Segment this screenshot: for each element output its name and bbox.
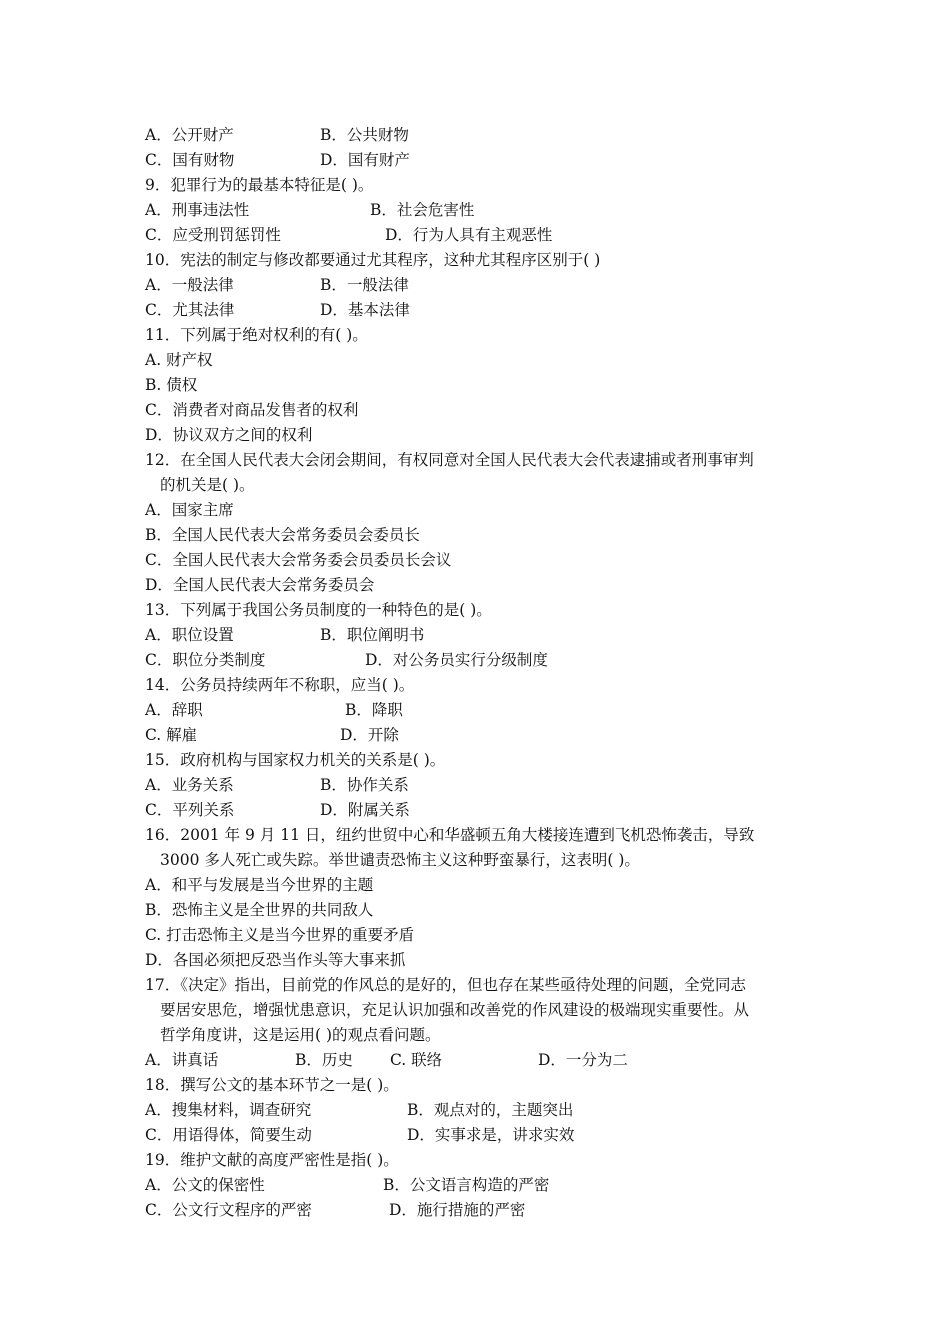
option-b: B．降职	[345, 701, 403, 719]
question-15: 15．政府机构与国家权力机关的关系是( )。	[145, 751, 446, 769]
option-a: A．业务关系	[145, 776, 234, 794]
question-10: 10．宪法的制定与修改都要通过尤其程序，这种尤其程序区别于( )	[145, 251, 601, 269]
option-c: C．应受刑罚惩罚性	[145, 226, 281, 244]
option-d: D．行为人具有主观恶性	[385, 226, 553, 244]
question-9: 9．犯罪行为的最基本特征是( )。	[145, 176, 374, 194]
question-16: 16．2001 年 9 月 11 日，纽约世贸中心和华盛顿五角大楼接连遭到飞机恐怖袭击，导致	[145, 826, 755, 844]
question-17-continued: 要居安思危，增强忧患意识，充足认识加强和改善党的作风建设的极端现实重要性。从	[160, 1001, 750, 1019]
option-c: C．尤其法律	[145, 301, 235, 319]
option-a: A．国家主席	[145, 501, 234, 519]
option-c: C．全国人民代表大会常务委会员委员长会议	[145, 551, 452, 569]
option-c: C. 解雇	[145, 726, 198, 744]
option-b: B．职位阐明书	[320, 626, 425, 644]
option-line	[145, 725, 399, 745]
option-b: B．全国人民代表大会常务委员会委员长	[145, 526, 420, 544]
option-b: B．一般法律	[320, 276, 409, 294]
option-line	[145, 1100, 574, 1120]
option-a: A．公文的保密性	[145, 1176, 265, 1194]
option-c: C．用语得体，简要生动	[145, 1126, 312, 1144]
question-12-continued: 的机关是( )。	[160, 476, 255, 494]
option-line	[145, 125, 409, 145]
option-a: A．搜集材料，调查研究	[145, 1101, 312, 1119]
option-b: B. 债权	[145, 376, 198, 394]
option-line	[145, 1050, 628, 1070]
question-17: 17．《决定》指出，目前党的作风总的是好的，但也存在某些亟待处理的问题，全党同志	[145, 976, 746, 994]
question-19: 19．维护文献的高度严密性是指( )。	[145, 1151, 399, 1169]
option-a: A．职位设置	[145, 626, 234, 644]
option-line	[145, 300, 410, 320]
option-c: C．职位分类制度	[145, 651, 266, 669]
option-line	[145, 200, 475, 220]
option-a: A．刑事违法性	[145, 201, 250, 219]
option-a: A．一般法律	[145, 276, 234, 294]
question-12: 12．在全国人民代表大会闭会期间，有权同意对全国人民代表大会代表逮捕或者刑事审判	[145, 451, 754, 469]
option-b: B．协作关系	[320, 776, 409, 794]
option-line	[145, 150, 410, 170]
option-line	[145, 800, 410, 820]
question-11: 11．下列属于绝对权利的有( )。	[145, 326, 368, 344]
option-a: A. 财产权	[145, 351, 213, 369]
option-line	[145, 225, 553, 245]
option-d: D．基本法律	[320, 301, 410, 319]
option-d: D．附属关系	[320, 801, 410, 819]
option-b: B．公文语言构造的严密	[383, 1176, 550, 1194]
option-line	[145, 650, 548, 670]
question-13: 13．下列属于我国公务员制度的一种特色的是( )。	[145, 601, 492, 619]
option-a: A．讲真话	[145, 1051, 219, 1069]
option-line	[145, 775, 409, 795]
option-c: C．消费者对商品发售者的权利	[145, 401, 359, 419]
option-d: D．国有财产	[320, 151, 410, 169]
option-d: D．协议双方之间的权利	[145, 426, 313, 444]
option-line	[145, 625, 425, 645]
option-b: B．恐怖主义是全世界的共同敌人	[145, 901, 374, 919]
option-d: D．实事求是，讲求实效	[407, 1126, 575, 1144]
option-d: D．全国人民代表大会常务委员会	[145, 576, 375, 594]
option-a: A．公开财产	[145, 126, 234, 144]
option-d: D．各国必须把反恐当作头等大事来抓	[145, 951, 406, 969]
option-d: D．对公务员实行分级制度	[365, 651, 548, 669]
option-c: C．国有财物	[145, 151, 235, 169]
option-d: D．施行措施的严密	[389, 1201, 526, 1219]
option-b: B．观点对的，主题突出	[407, 1101, 574, 1119]
option-c: C．平列关系	[145, 801, 235, 819]
option-a: A．和平与发展是当今世界的主题	[145, 876, 374, 894]
option-c: C. 打击恐怖主义是当今世界的重要矛盾	[145, 926, 415, 944]
question-17-continued: 哲学角度讲，这是运用( )的观点看问题。	[160, 1026, 441, 1044]
question-16-continued: 3000 多人死亡或失踪。举世谴责恐怖主义这种野蛮暴行，这表明( )。	[160, 851, 640, 869]
option-line	[145, 1175, 550, 1195]
option-line	[145, 700, 403, 720]
option-d: D．开除	[340, 726, 399, 744]
option-d: D．一分为二	[538, 1051, 628, 1069]
option-line	[145, 275, 409, 295]
question-18: 18．撰写公文的基本环节之一是( )。	[145, 1076, 399, 1094]
option-b: B．社会危害性	[370, 201, 475, 219]
option-b: B．历史	[295, 1051, 353, 1069]
option-c: C. 联络	[390, 1051, 443, 1069]
option-line	[145, 1125, 575, 1145]
option-line	[145, 1200, 526, 1220]
question-14: 14．公务员持续两年不称职，应当( )。	[145, 676, 415, 694]
option-b: B．公共财物	[320, 126, 409, 144]
option-c: C．公文行文程序的严密	[145, 1201, 312, 1219]
option-a: A．辞职	[145, 701, 203, 719]
